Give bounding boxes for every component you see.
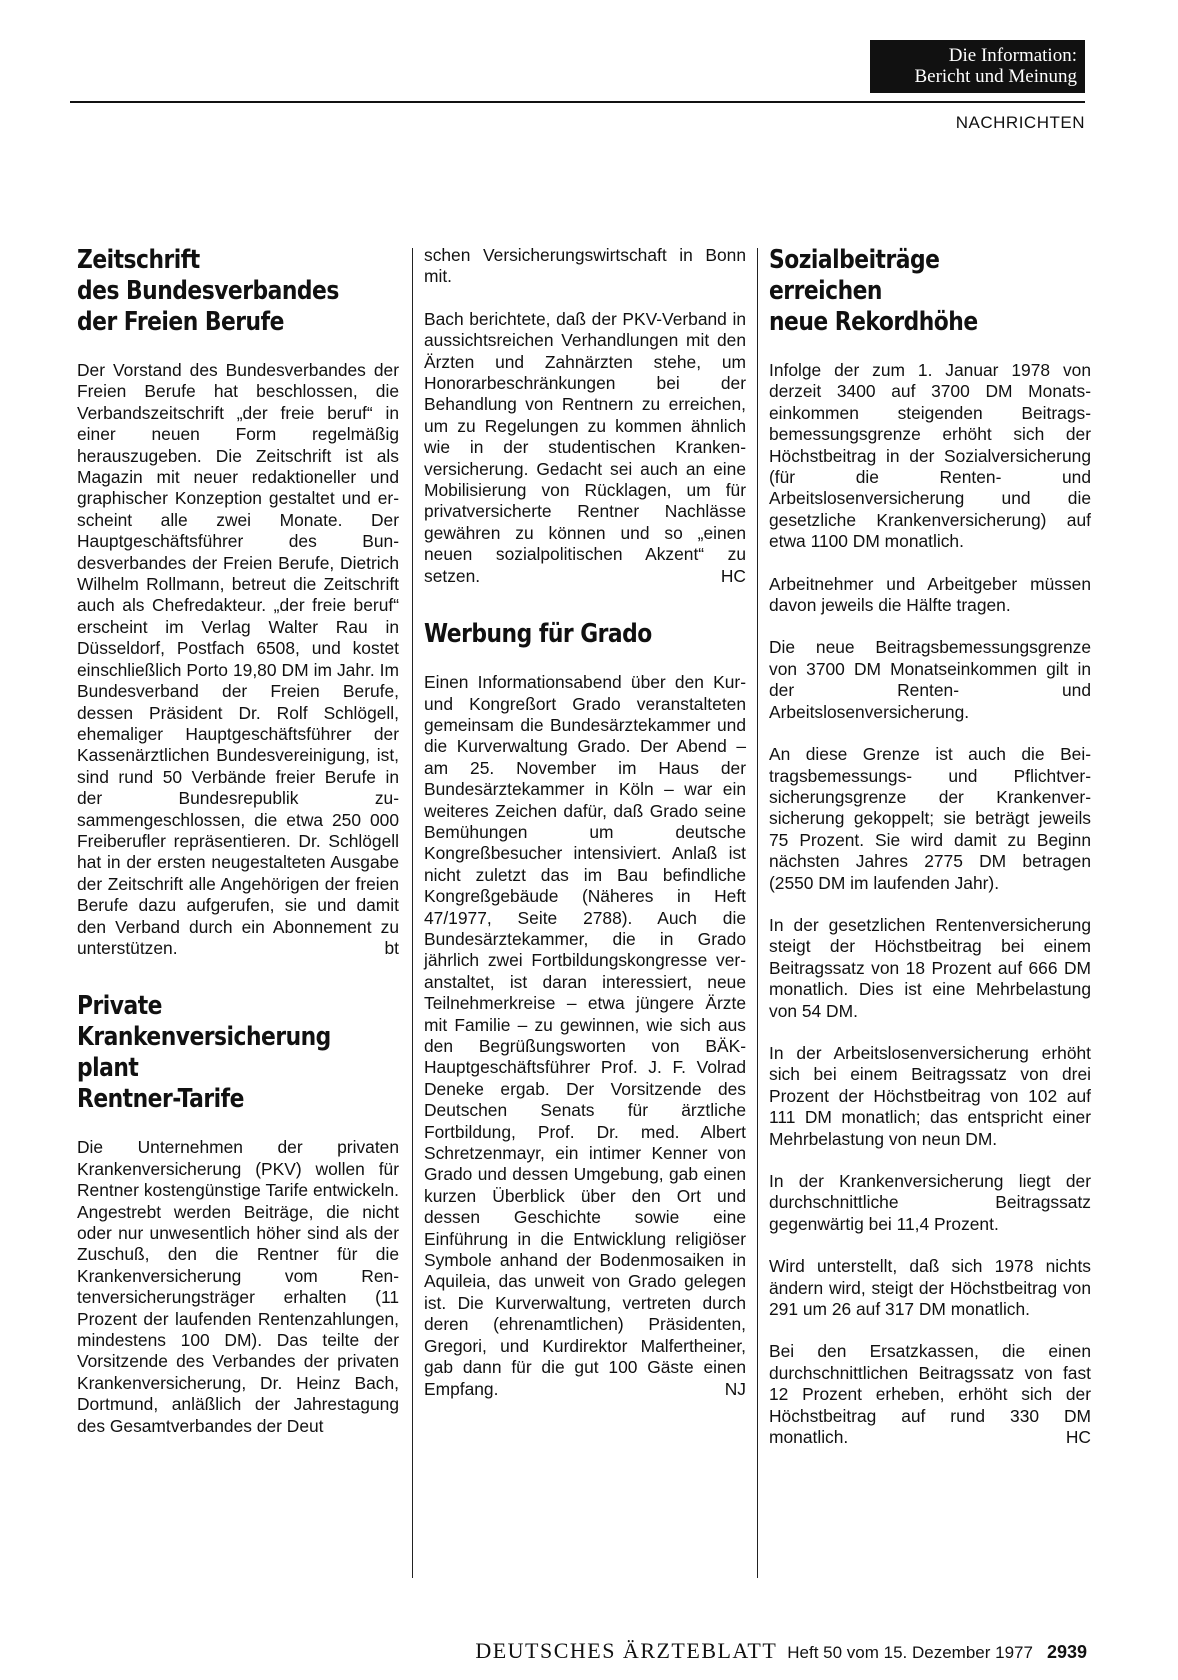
article-body-private-part1: Die Unternehmen der privaten Krankenversicherung (PKV) wollen für Rentner kostengünstige Tarife entwickeln. Angestrebt werden Beiträge, die nicht oder nur unwesentlich höher sind als der Zuschuß, den die Rentner für die Krankenversicherung vom Rentenversicherungsträger erhalten (11 Prozent der laufenden Rentenzahlungen, mindestens 100 DM). Das teilte der Vorsitzende des Verbandes der privaten Krankenversicherung, Dr. Heinz Bach, Dortmund, anläßlich der Jahrestagung des Gesamtverbandes der Deut [77,1137,399,1436]
author-signature: NJ [724,1378,746,1399]
badge-line-1: Die Information: [948,45,1077,66]
journal-name: DEUTSCHES ÄRZTEBLATT [475,1638,778,1663]
badge-line-2: Bericht und Meinung [914,66,1077,87]
article-body-grado [424,672,746,1400]
page-footer [475,1638,1087,1664]
section-label: NACHRICHTEN [955,113,1085,132]
article-title-zeitschrift [77,245,399,338]
page-number: 2939 [1046,1642,1087,1662]
paragraph [769,1341,1091,1448]
paragraph: Die neue Beitragsbemessungsgrenze von 3700 DM Monatseinkommen gilt in der Renten- und Arbeitslosenversicherung. [769,637,1091,722]
body-text: Bei den Ersatzkassen, die einen durchschnittlichen Beitragssatz von fast 12 Prozent erheben, erhöht sich der Höchstbeitrag auf rund 330 DM monatlich. [769,1341,1091,1448]
header-rule [70,101,1085,103]
section-badge [870,40,1085,93]
paragraph: An diese Grenze ist auch die Beitragsbemessungs- und Pflichtversicherungsgrenze der Krankenversicherung gekoppelt; sie beträgt jeweils 75 Prozent. Sie wird damit zu Beginn nächsten Jahres 2775 DM betragen (2550 DM im laufenden Jahr). [769,744,1091,893]
column-2 [424,245,746,1400]
article-title-private [77,991,399,1115]
title-line: erreichen [769,276,882,306]
body-text: Einen Informationsabend über den Kur- und Kongreßort Grado veranstalteten gemeinsam die Bundesärztekammer und die Kurverwaltung Grado. Der Abend – am 25. November im Haus der Bundesärztekammer in Köln – war ein weiteres Zeichen dafür, daß Grado seine Bemühungen um deutsche Kongreßbesucher intensiviert. Anlaß ist nicht zuletzt das im Bau befindliche Kongreßgebäude (Näheres in Heft 47/1977, Seite 2788). Auch die Bundesärztekammer, die in Grado jährlich zwei Fortbildungskongresse veranstaltet, ist daran interessiert, neue Teilnehmerkreise – etwa jüngere Ärzte mit Familie – zu gewinnen, wie sich aus den Begrüßungsworten von BÄK-Hauptgeschäftsführer Prof. J. F. Volrad Deneke ergab. Der Vorsitzende des Deutschen Senats für ärztliche Fortbildung, Prof. Dr. med. Albert Schretzenmayr, ein intimer Kenner von Grado und dessen Umgebung, gab einen kurzen Überblick über den Ort und dessen Geschichte sowie eine Einführung in die Entwicklung religiöser Symbole anhand der Bodenmosaiken in Aquileia, das unweit von Grado gelegen ist. Die Kurverwaltung, vertreten durch deren (ehrenamtlichen) Präsidenten, Gregori, und Kurdirektor Malfertheiner, gab dann für die gut 100 Gäste einen Empfang. [424,672,746,1399]
title-line: des Bundesverbandes [77,276,339,306]
paragraph: In der Krankenversicherung liegt der durchschnittliche Beitragssatz gegenwärtig bei 11,4 Prozent. [769,1171,1091,1234]
column-divider-2 [757,248,758,1578]
title-line: Krankenversicherung plant [77,1022,331,1084]
article-body-private-part2: schen Versicherungswirtschaft in Bonn mit. [424,245,746,287]
paragraph: Arbeitnehmer und Arbeitgeber müssen davon jeweils die Hälfte tragen. [769,573,1091,616]
issue-info: Heft 50 vom 15. Dezember 1977 [787,1643,1033,1662]
paragraph: In der gesetzlichen Rentenversicherung steigt der Höchstbeitrag bei einem Beitragssatz von 18 Prozent auf 666 DM monatlich. Dies ist eine Mehrbelastung von 54 DM. [769,914,1091,1021]
column-3 [769,245,1091,1448]
title-line: neue Rekordhöhe [769,307,978,337]
article-body-private-part3 [424,309,746,587]
body-text: Der Vorstand des Bundesverbandes der Freien Berufe hat beschlossen, die Verbandszeitschrift „der freie beruf“ in einer neuen Form regelmäßig herauszugeben. Die Zeitschrift ist als Magazin mit neuer redaktioneller und graphischer Konzeption gestaltet und erscheint alle zwei Monate. Der Hauptgeschäftsführer des Bundesverbandes der Freien Berufe, Dietrich Wilhelm Rollmann, betreut die Zeitschrift auch als Chefredakteur. „der freie beruf“ erscheint im Verlag Walter Rau in Düsseldorf, Postfach 6508, und kostet einschließlich Porto 19,80 DM im Jahr. Im Bundesverband der Freien Berufe, dessen Präsident Dr. Rolf Schlögell, ehemaliger Hauptgeschäftsführer der Kassenärztlichen Bundesvereinigung, ist, sind rund 50 Verbände freier Berufe in der Bundesrepublik zusammengeschlossen, die etwa 250 000 Freiberufler repräsentieren. Dr. Schlögell hat in der ersten neugestalteten Ausgabe der Zeitschrift alle Angehörigen der freien Berufe dazu aufgerufen, sie und damit den Verband durch ein Abonnement zu unterstützen. [77,360,399,958]
title-line: der Freien Berufe [77,307,284,337]
title-line: Sozialbeiträge [769,245,940,275]
title-line: Rentner-Tarife [77,1084,244,1115]
author-signature: bt [384,937,399,958]
article-body-zeitschrift [77,360,399,959]
author-signature: HC [1065,1427,1091,1448]
author-signature: HC [720,565,746,586]
paragraph: Wird unterstellt, daß sich 1978 nichts ändern wird, steigt der Höchstbeitrag von 291 um 26 auf 317 DM monatlich. [769,1256,1091,1320]
paragraph: In der Arbeitslosenversicherung erhöht sich bei einem Beitragssatz von drei Prozent der Höchstbeitrag von 102 auf 111 DM monatlich; das entspricht einer Mehrbelastung von neun DM. [769,1042,1091,1149]
article-title-grado: Werbung für Grado [424,619,652,650]
column-divider-1 [412,248,413,1578]
title-line: Zeitschrift [77,245,200,275]
body-text: Bach berichtete, daß der PKV-Verband in aussichtsreichen Verhandlungen mit den Ärzten und Zahnärzten stehe, um Honorarbeschränkungen bei der Behandlung von Rentnern zu erreichen, um zu Regelungen zu kommen ähnlich wie in der studentischen Krankenversicherung. Gedacht sei auch an eine Mobilisierung von Rücklagen, um für privatversicherte Rentner Nachlässe gewähren zu können und so „einen neuen sozialpolitischen Akzent“ zu setzen. [424,308,746,586]
article-title-sozial [769,245,1091,338]
column-1 [77,245,399,1437]
paragraph: Infolge der zum 1. Januar 1978 von derzeit 3400 auf 3700 DM Monatseinkommen steigenden Beitragsbemessungsgrenze erhöht sich der Höchstbeitrag in der Sozialversicherung (für die Renten- und Arbeitslosenversicherung und die gesetzliche Krankenversicherung) auf etwa 1100 DM monatlich. [769,360,1091,552]
title-line: Private [77,991,162,1022]
